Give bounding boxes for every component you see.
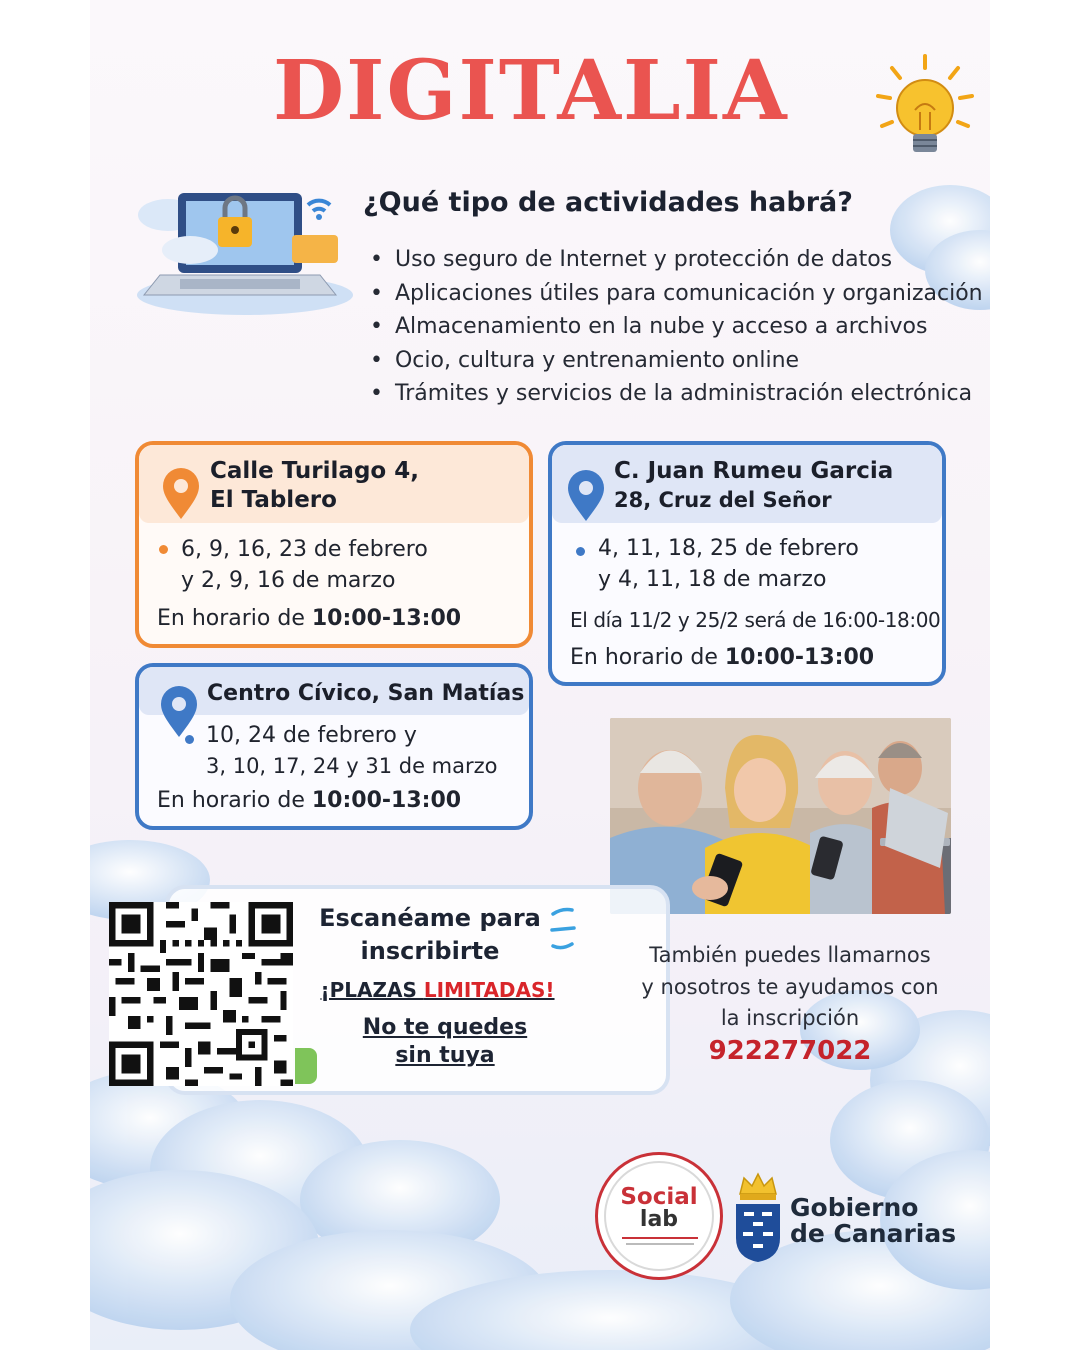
qr-code-icon[interactable] — [109, 902, 293, 1086]
activity-item: • Aplicaciones útiles para comunicación y organización — [370, 277, 983, 311]
green-accent — [295, 1048, 317, 1084]
canarias-coat-of-arms-icon — [732, 1172, 784, 1264]
location-card-san-matias — [135, 663, 533, 830]
location-name: Centro Cívico, San Matías — [207, 681, 525, 706]
activity-item: • Ocio, cultura y entrenamiento online — [370, 344, 983, 378]
poster-title: DIGITALIA — [273, 43, 789, 139]
seniors-using-devices-photo — [610, 718, 951, 914]
bullet-dot — [576, 547, 585, 556]
limited-places: ¡PLAZAS LIMITADAS! — [320, 978, 555, 1002]
location-dates: 10, 24 de febrero y 3, 10, 17, 24 y 31 de marzo — [206, 723, 498, 778]
bullet-dot — [185, 735, 194, 744]
location-schedule: En horario de 10:00-13:00 — [157, 788, 462, 813]
laptop-security-illustration — [130, 175, 355, 320]
bullet-dot — [159, 545, 168, 554]
location-exception: El día 11/2 y 25/2 será de 16:00-18:00 — [570, 608, 941, 632]
location-dates: 4, 11, 18, 25 de febrero y 4, 11, 18 de marzo — [598, 536, 859, 592]
location-schedule: En horario de 10:00-13:00 — [570, 645, 875, 670]
location-name: Calle Turilago 4, El Tablero — [210, 458, 419, 513]
activity-item: • Uso seguro de Internet y protección de datos — [370, 243, 983, 277]
attention-marks-icon — [550, 906, 578, 952]
lightbulb-icon — [870, 50, 980, 170]
poster — [90, 0, 990, 1350]
location-pin-icon — [566, 469, 606, 523]
activity-item: • Almacenamiento en la nube y acceso a archivos — [370, 310, 983, 344]
call-to-action: No te quedes sin tuya — [362, 1015, 528, 1068]
phone-number[interactable]: 922277022 — [708, 1036, 872, 1066]
activity-item: • Trámites y servicios de la administración electrónica — [370, 377, 983, 411]
location-pin-icon — [161, 467, 201, 521]
location-dates: 6, 9, 16, 23 de febrero y 2, 9, 16 de marzo — [181, 537, 428, 593]
location-name: C. Juan Rumeu Garcia 28, Cruz del Señor — [614, 458, 894, 512]
scan-instruction: Escanéame para inscribirte — [319, 904, 541, 965]
location-schedule: En horario de 10:00-13:00 — [157, 606, 462, 631]
location-card-cruz-del-senor — [548, 441, 946, 686]
location-card-tablero — [135, 441, 533, 648]
activities-list — [370, 243, 983, 411]
social-lab-logo: Social lab — [595, 1152, 723, 1280]
location-pin-icon — [159, 685, 199, 739]
gobierno-canarias-logo: Gobierno de Canarias — [790, 1193, 957, 1248]
phone-help-text: También puedes llamarnos y nosotros te ayudamos con la inscripción — [641, 943, 939, 1030]
activities-heading: ¿Qué tipo de actividades habrá? — [363, 187, 853, 218]
